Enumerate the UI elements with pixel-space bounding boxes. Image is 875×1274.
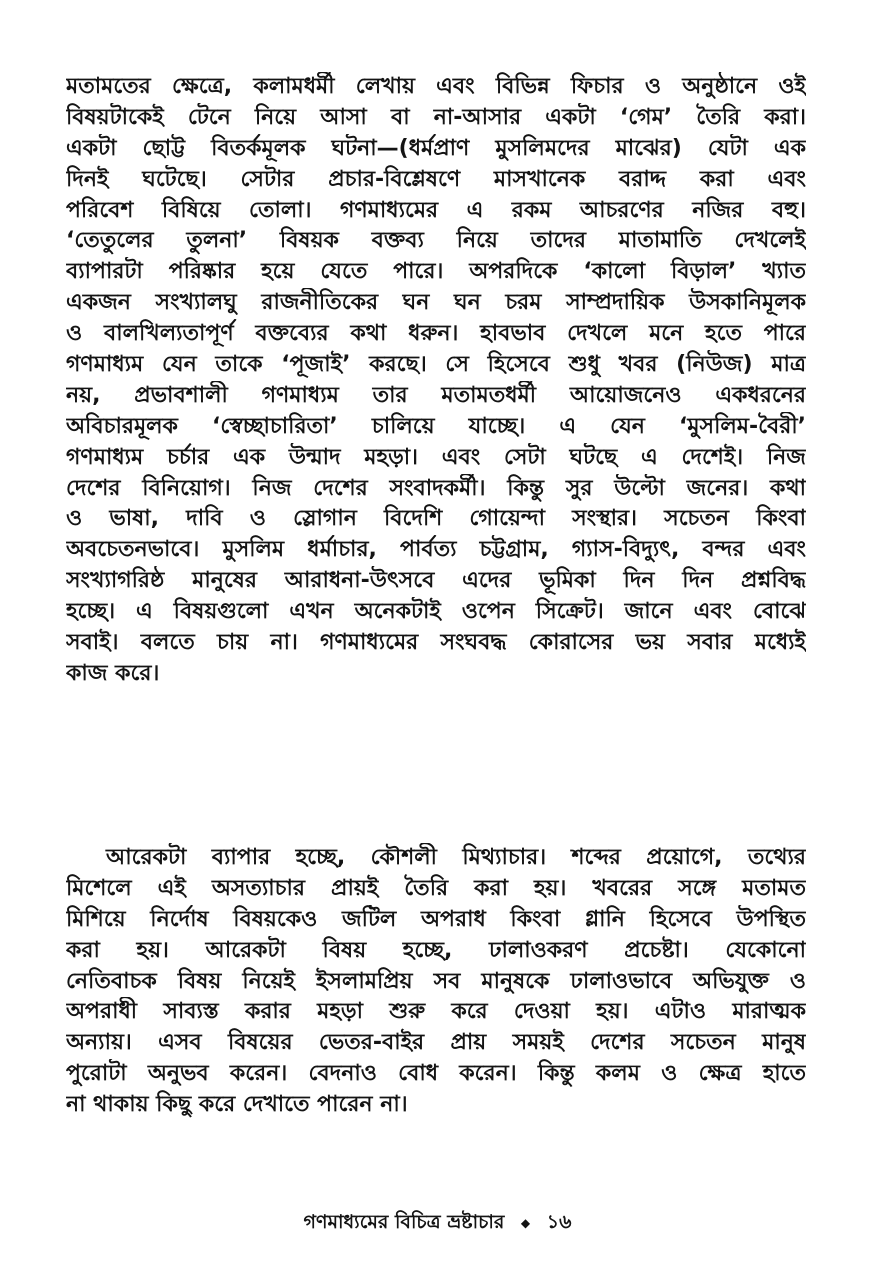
text-line: মতামতের ক্ষেত্রে, কলামধর্মী লেখায় এবং বিভিন্ন ফিচার ও অনুষ্ঠানে ওই <box>66 74 806 99</box>
text-line: ও বালখিল্যতাপূর্ণ বক্তব্যের কথা ধরুন। হাবভাব দেখলে মনে হতে পারে <box>66 321 806 347</box>
text-line: পরিবেশ বিষিয়ে তোলা। গণমাধ্যমের এ রকম আচরণের নজির বহু। <box>66 197 806 223</box>
text-line: হচ্ছে। এ বিষয়গুলো এখন অনেকটাই ওপেন সিক্রেট। জানে এবং বোঝে <box>66 599 806 625</box>
text-line: দিনই ঘটেছে। সেটার প্রচার-বিশ্লেষণে মাসখানেক বরাদ্দ করা এবং <box>66 166 806 192</box>
text-line: ও ভাষা, দাবি ও স্লোগান বিদেশি গোয়েন্দা সংস্থার। সচেতন কিংবা <box>66 506 806 532</box>
text-line: একজন সংখ্যালঘু রাজনীতিকের ঘন ঘন চরম সাম্প্রদায়িক উসকানিমূলক <box>66 290 806 316</box>
text-line: আরেকটা ব্যাপার হচ্ছে, কৌশলী মিথ্যাচার। শব্দের প্রয়োগে, তথ্যের <box>106 845 806 870</box>
text-line: দেশের বিনিয়োগ। নিজ দেশের সংবাদকর্মী। কিন্তু সুর উল্টো জনের। কথা <box>66 475 806 501</box>
text-line: পুরোটা অনুভব করেন। বেদনাও বোধ করেন। কিন্তু কলম ও ক্ষেত্র হাতে <box>66 1061 806 1087</box>
text-line: অবচেতনভাবে। মুসলিম ধর্মাচার, পার্বত্য চট্টগ্রাম, গ্যাস-বিদ্যুৎ, বন্দর এবং <box>66 537 806 563</box>
text-line: মিশেলে এই অসত্যাচার প্রায়ই তৈরি করা হয়। খবরের সঙ্গে মতামত <box>66 875 806 901</box>
text-line: অন্যায়। এসব বিষয়ের ভেতর-বাইর প্রায় সময়ই দেশের সচেতন মানুষ <box>66 1030 806 1056</box>
text-line: নয়, প্রভাবশালী গণমাধ্যম তার মতামতধর্মী আয়োজনেও একধরনের <box>66 382 806 408</box>
text-line: অবিচারমূলক ‘স্বেচ্ছাচারিতা’ চালিয়ে যাচ্ছে। এ যেন ‘মুসলিম-বৈরী’ <box>66 413 806 439</box>
text-line: নেতিবাচক বিষয় নিয়েই ইসলামপ্রিয় সব মানুষকে ঢালাওভাবে অভিযুক্ত ও <box>66 968 806 994</box>
page-number: ১৬ <box>546 1211 572 1233</box>
text-line: না থাকায় কিছু করে দেখাতে পারেন না। <box>66 1092 408 1118</box>
text-line: অপরাধী সাব্যস্ত করার মহড়া শুরু করে দেওয়া হয়। এটাও মারাত্মক <box>66 999 806 1025</box>
body-paragraph-1 <box>66 72 806 690</box>
diamond-separator-icon: ◆ <box>520 1215 531 1230</box>
text-line: একটা ছোট্ট বিতর্কমূলক ঘটনা—(ধর্মপ্রাণ মুসলিমদের মাঝের) যেটা এক <box>66 135 806 161</box>
text-line: করা হয়। আরেকটা বিষয় হচ্ছে, ঢালাওকরণ প্রচেষ্টা। যেকোনো <box>66 937 806 963</box>
text-line: বিষয়টাকেই টেনে নিয়ে আসা বা না-আসার একটা ‘গেম’ তৈরি করা। <box>66 104 806 130</box>
page-footer <box>0 1208 875 1240</box>
text-line: গণমাধ্যম চর্চার এক উন্মাদ মহড়া। এবং সেটা ঘটছে এ দেশেই। নিজ <box>66 444 806 470</box>
text-line: সংখ্যাগরিষ্ঠ মানুষের আরাধনা-উৎসবে এদের ভূমিকা দিন দিন প্রশ্নবিদ্ধ <box>66 568 806 594</box>
running-title: গণমাধ্যমের বিচিত্র ভ্রষ্টাচার <box>303 1211 505 1233</box>
text-line: সবাই। বলতে চায় না। গণমাধ্যমের সংঘবদ্ধ কোরাসের ভয় সবার মধ্যেই <box>66 630 806 656</box>
body-paragraph-2 <box>66 843 806 1121</box>
text-line: গণমাধ্যম যেন তাকে ‘পূজাই’ করছে। সে হিসেবে শুধু খবর (নিউজ) মাত্র <box>66 352 806 378</box>
text-line: মিশিয়ে নির্দোষ বিষয়কেও জটিল অপরাধ কিংবা গ্লানি হিসেবে উপস্থিত <box>66 906 806 932</box>
text-line: ব্যাপারটা পরিষ্কার হয়ে যেতে পারে। অপরদিকে ‘কালো বিড়াল’ খ্যাত <box>66 259 806 285</box>
text-line: ‘তেতুলের তুলনা’ বিষয়ক বক্তব্য নিয়ে তাদের মাতামাতি দেখলেই <box>66 228 806 254</box>
text-line: কাজ করে। <box>66 660 160 686</box>
